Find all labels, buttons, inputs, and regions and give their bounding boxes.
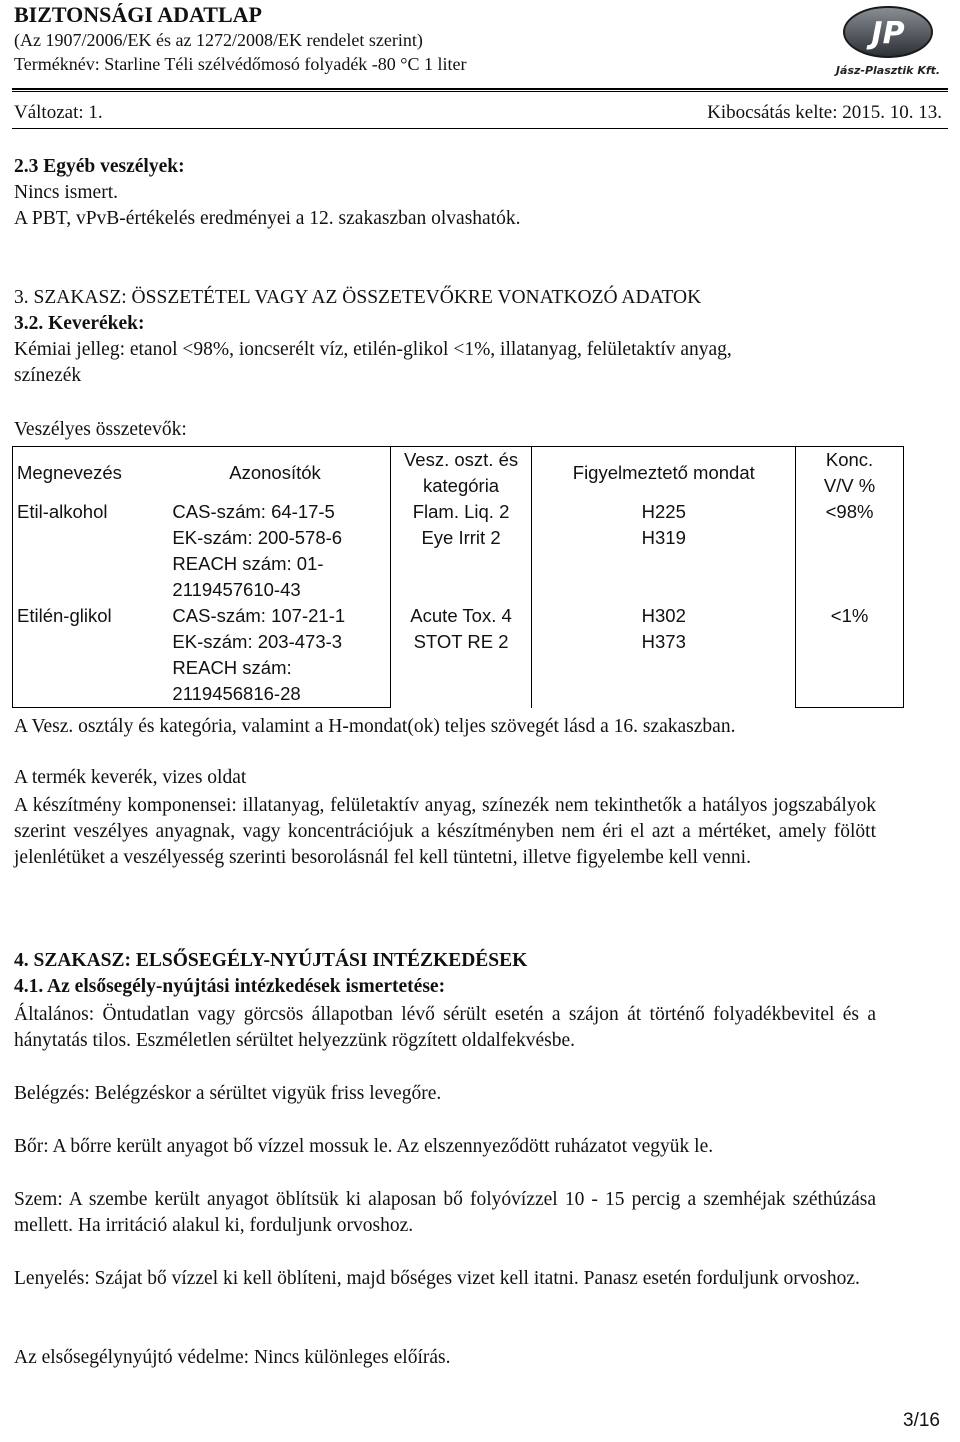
row-id-line: EK-szám: 203-473-3 xyxy=(172,631,343,652)
hazard-components-table xyxy=(12,446,904,708)
hazard-components-label: Veszélyes összetevők: xyxy=(14,419,187,440)
col-header-class xyxy=(390,447,532,500)
col-header-conc xyxy=(796,447,904,500)
row-class: Acute Tox. 4 xyxy=(410,605,512,626)
section-2-3-heading: 2.3 Egyéb veszélyek: xyxy=(14,156,185,177)
row-conc: <1% xyxy=(796,603,904,708)
regulation-line: (Az 1907/2006/EK és az 1272/2008/EK rendelet szerint) xyxy=(14,30,423,50)
row-classes xyxy=(390,499,532,603)
section-4-1-heading: 4.1. Az elsősegély-nyújtási intézkedések ismertetése: xyxy=(14,976,446,997)
row-name: Etilén-glikol xyxy=(13,603,161,708)
section-3-2-heading: 3.2. Keverékek: xyxy=(14,313,145,334)
row-phrase: H302 xyxy=(641,605,686,626)
row-class: Flam. Liq. 2 xyxy=(412,501,510,522)
row-class: STOT RE 2 xyxy=(413,631,509,652)
col-header-class-line1: Vesz. oszt. és xyxy=(403,449,519,470)
row-phrases xyxy=(532,603,796,708)
section-2-3-line2: A PBT, vPvB-értékelés eredményei a 12. szakaszban olvashatók. xyxy=(14,208,521,229)
col-header-conc-line2: V/V % xyxy=(823,475,876,496)
header-bottom-rule xyxy=(12,128,948,129)
first-aid-skin: Bőr: A bőrre került anyagot bő vízzel mossuk le. Az elszennyeződött ruházatot vegyük le. xyxy=(14,1136,714,1157)
logo-letters: JP xyxy=(871,16,905,51)
first-aid-inhalation: Belégzés: Belégzéskor a sérültet vigyük friss levegőre. xyxy=(14,1083,442,1104)
section-2-3-line1: Nincs ismert. xyxy=(14,182,118,203)
header-rule-thin xyxy=(12,91,948,92)
row-phrase: H319 xyxy=(641,527,686,548)
header-rule xyxy=(12,88,948,90)
document-title: BIZTONSÁGI ADATLAP xyxy=(14,2,262,27)
row-phrase: H225 xyxy=(641,501,686,522)
first-aid-eye: Szem: A szembe került anyagot öblítsük ki alaposan bő folyóvízzel 10 - 15 percig a szemhéjak széthúzása mellett. Ha irritáció alakul ki, forduljunk orvoshoz. xyxy=(14,1189,876,1236)
first-aid-protection: Az elsősegélynyújtó védelme: Nincs különleges előírás. xyxy=(14,1347,451,1368)
first-aid-ingestion: Lenyelés: Szájat bő vízzel ki kell öblíteni, majd bőséges vizet kell itatni. Panasz esetén forduljunk orvoshoz. xyxy=(14,1268,860,1289)
release-date: Kibocsátás kelte: 2015. 10. 13. xyxy=(707,102,942,123)
row-id-line: CAS-szám: 107-21-1 xyxy=(172,605,346,626)
row-phrase: H373 xyxy=(641,631,686,652)
row-ids xyxy=(160,499,390,603)
col-header-ids: Azonosítók xyxy=(160,447,390,500)
row-conc: <98% xyxy=(796,499,904,603)
row-phrases xyxy=(532,499,796,603)
mixture-line: A termék keverék, vizes oldat xyxy=(14,767,247,788)
row-id-line: REACH szám: 01- xyxy=(172,553,324,574)
col-header-conc-line1: Konc. xyxy=(825,449,874,470)
row-name: Etil-alkohol xyxy=(13,499,161,603)
col-header-name: Megnevezés xyxy=(13,447,161,500)
row-classes xyxy=(390,603,532,708)
section-3-heading: 3. SZAKASZ: ÖSSZETÉTEL VAGY AZ ÖSSZETEVŐKRE VONATKOZÓ ADATOK xyxy=(14,287,702,308)
row-ids xyxy=(160,603,390,708)
company-logo xyxy=(828,4,948,82)
row-class: Eye Irrit 2 xyxy=(421,527,501,548)
logo-text: Jász-Plasztik Kft. xyxy=(835,64,941,77)
table-row xyxy=(13,603,904,708)
composition-line1: Kémiai jelleg: etanol <98%, ioncserélt víz, etilén-glikol <1%, illatanyag, felületaktív anyag, xyxy=(14,339,732,360)
table-row xyxy=(13,499,904,603)
row-id-line: REACH szám: xyxy=(172,657,292,678)
row-id-line: EK-szám: 200-578-6 xyxy=(172,527,343,548)
mixture-paragraph: A készítmény komponensei: illatanyag, felületaktív anyag, színezék nem tekinthetők a hatályos jogszabályok szerint veszélyes anyagnak, vagy koncentrációjuk a készítményben nem éri el azt a mértéket, amely fölött jelenlétüket a veszélyesség szerinti besorolásnál fel kell tüntetni, illetve figyelembe kell venni. xyxy=(14,795,876,868)
col-header-warning: Figyelmeztető mondat xyxy=(532,447,796,500)
product-name: Terméknév: Starline Téli szélvédőmosó folyadék -80 °C 1 liter xyxy=(14,54,467,74)
col-header-class-line2: kategória xyxy=(422,475,500,496)
version-label: Változat: 1. xyxy=(14,102,103,123)
composition-line2: színezék xyxy=(14,365,82,386)
table-header-row xyxy=(13,447,904,500)
table-note: A Vesz. osztály és kategória, valamint a H-mondat(ok) teljes szövegét lásd a 16. szakaszban. xyxy=(14,716,736,737)
first-aid-general: Általános: Öntudatlan vagy görcsös állapotban lévő sérült esetén a szájon át történő folyadékbevitel és a hánytatás tilos. Eszméletlen sérültet helyezzünk rögzített oldalfekvésbe. xyxy=(14,1004,876,1051)
row-id-line: 2119457610-43 xyxy=(172,579,301,600)
row-id-line: CAS-szám: 64-17-5 xyxy=(172,501,335,522)
page-number: 3/16 xyxy=(903,1410,940,1431)
row-id-line: 2119456816-28 xyxy=(172,683,301,704)
section-4-heading: 4. SZAKASZ: ELSŐSEGÉLY-NYÚJTÁSI INTÉZKEDÉSEK xyxy=(14,950,528,971)
